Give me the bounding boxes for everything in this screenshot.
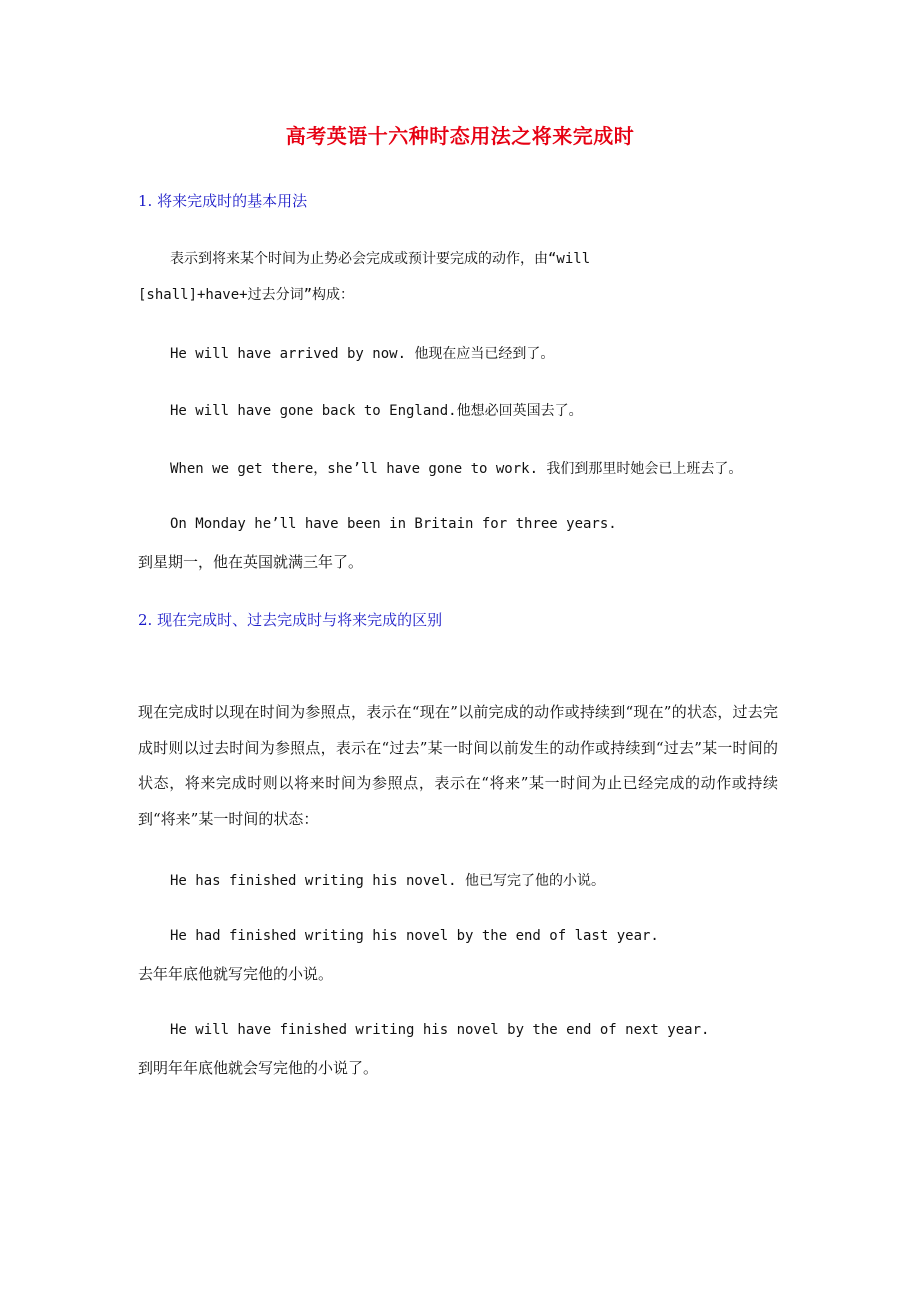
section1-heading: 1. 将来完成时的基本用法 bbox=[138, 192, 308, 210]
document-title: 高考英语十六种时态用法之将来完成时 bbox=[285, 124, 635, 148]
section1-example-4-en: On Monday he’ll have been in Britain for three years. bbox=[170, 516, 617, 532]
section1-intro-line2: [shall]+have+过去分词”构成： bbox=[138, 287, 355, 303]
section2-paragraph: 现在完成时以现在时间为参照点，表示在“现在”以前完成的动作或持续到“现在”的状态，过去完成时则以过去时间为参照点，表示在“过去”某一时间以前发生的动作或持续到“过去”某一时间的状态，将来完成时则以将来时间为参照点，表示在“将来”某一时间为止已经完成的动作或持续到“将来”某一时间的状态： bbox=[138, 703, 778, 828]
section1-example-3: When we get there，she’ll have gone to work. 我们到那里时她会已上班去了。 bbox=[170, 461, 743, 477]
section2-example-1: He has finished writing his novel. 他已写完了他的小说。 bbox=[170, 873, 606, 889]
section1-intro-line1: 表示到将来某个时间为止势必会完成或预计要完成的动作，由“will bbox=[170, 251, 591, 267]
section1-example-4-cn: 到星期一，他在英国就满三年了。 bbox=[138, 553, 364, 571]
section2-example-3-en: He will have finished writing his novel by the end of next year. bbox=[170, 1022, 710, 1038]
section2-heading: 2. 现在完成时、过去完成时与将来完成的区别 bbox=[138, 611, 443, 629]
section1-example-1: He will have arrived by now. 他现在应当已经到了。 bbox=[170, 346, 555, 362]
section2-example-3-cn: 到明年年底他就会写完他的小说了。 bbox=[138, 1059, 379, 1077]
section1-example-2: He will have gone back to England.他想必回英国去了。 bbox=[170, 403, 583, 419]
section2-example-2-en: He had finished writing his novel by the end of last year. bbox=[170, 928, 659, 944]
section2-example-2-cn: 去年年底他就写完他的小说。 bbox=[138, 965, 334, 983]
